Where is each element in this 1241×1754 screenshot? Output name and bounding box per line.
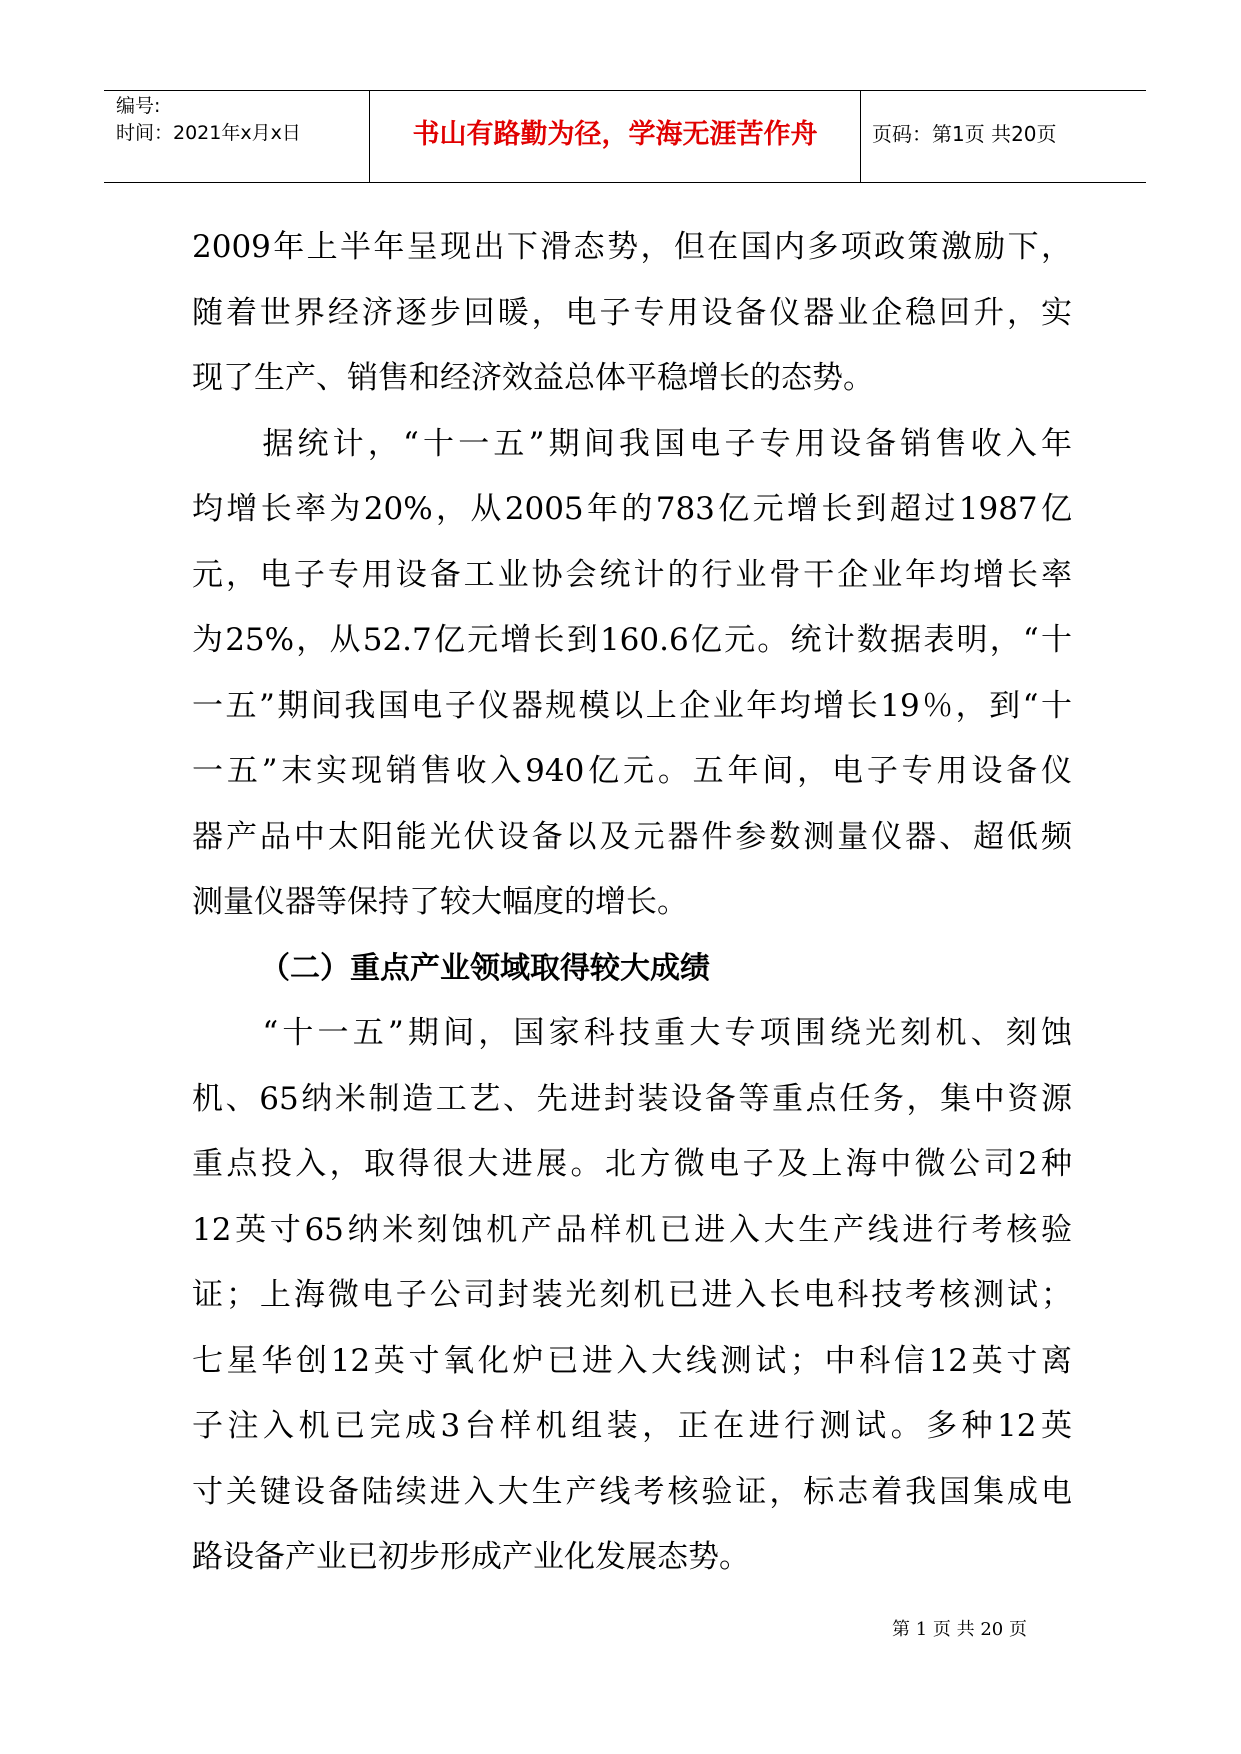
body-line: 随着世界经济逐步回暖，电子专用设备仪器业企稳回升，实 <box>192 294 1072 331</box>
body-line: 测量仪器等保持了较大幅度的增长。 <box>192 884 688 920</box>
body-line: 12英寸65纳米刻蚀机产品样机已进入大生产线进行考核验 <box>192 1211 1072 1248</box>
document-date-label: 时间：2021年x月x日 <box>116 122 301 144</box>
body-line: 均增长率为20%，从2005年的783亿元增长到超过1987亿 <box>192 491 1072 527</box>
body-line: 子注入机已完成3台样机组装，正在进行测试。多种12英 <box>192 1408 1072 1444</box>
section-heading: （二）重点产业领域取得较大成绩 <box>260 950 710 986</box>
body-line: 现了生产、销售和经济效益总体平稳增长的态势。 <box>192 360 874 396</box>
header-info <box>116 93 301 147</box>
header-page-number: 页码：第1页 共20页 <box>872 122 1057 146</box>
body-line: “十一五”期间，国家科技重大专项围绕光刻机、刻蚀 <box>192 1015 1072 1051</box>
body-line: 寸关键设备陆续进入大生产线考核验证，标志着我国集成电 <box>192 1473 1072 1510</box>
body-line: 器产品中太阳能光伏设备以及元器件参数测量仪器、超低频 <box>192 818 1072 855</box>
body-line: 据统计，“十一五”期间我国电子专用设备销售收入年 <box>192 425 1072 462</box>
body-line: 证；上海微电子公司封装光刻机已进入长电科技考核测试； <box>192 1277 1072 1313</box>
body-line: 重点投入，取得很大进展。北方微电子及上海中微公司2种 <box>192 1146 1072 1182</box>
page-header <box>104 90 1146 183</box>
header-motto: 书山有路勤为径，学海无涯苦作舟 <box>412 119 818 150</box>
page-footer: 第 1 页 共 20 页 <box>892 1619 1027 1640</box>
body-line: 机、65纳米制造工艺、先进封装设备等重点任务，集中资源 <box>192 1080 1072 1117</box>
body-line: 2009年上半年呈现出下滑态势，但在国内多项政策激励下， <box>192 229 1072 265</box>
body-line: 一五”末实现销售收入940亿元。五年间，电子专用设备仪 <box>192 753 1072 789</box>
document-number-label: 编号: <box>116 95 161 117</box>
body-line: 元，电子专用设备工业协会统计的行业骨干企业年均增长率 <box>192 556 1072 593</box>
header-divider <box>860 91 861 182</box>
document-body <box>192 215 1072 1591</box>
body-line: 七星华创12英寸氧化炉已进入大线测试；中科信12英寸离 <box>192 1342 1072 1379</box>
body-line: 为25%，从52.7亿元增长到160.6亿元。统计数据表明，“十 <box>192 622 1072 658</box>
body-line: 路设备产业已初步形成产业化发展态势。 <box>192 1539 750 1575</box>
body-line: 一五”期间我国电子仪器规模以上企业年均增长19％，到“十 <box>192 687 1072 724</box>
